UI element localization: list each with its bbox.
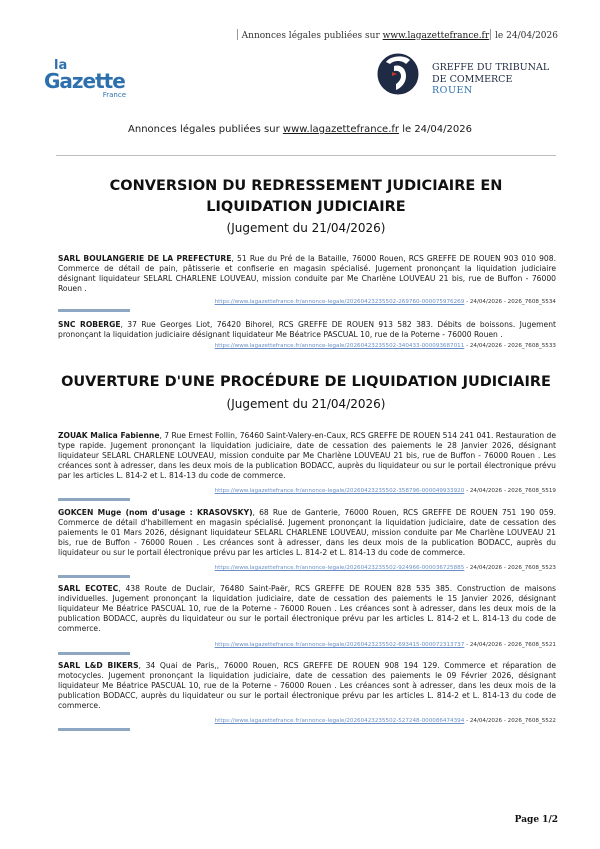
- section-title-line: CONVERSION DU REDRESSEMENT JUDICIAIRE EN: [109, 178, 503, 194]
- subheader-prefix: Annonces légales publiées sur: [128, 124, 283, 135]
- subheader-suffix: le 24/04/2026: [399, 124, 472, 135]
- announcement-text: , 438 Route de Duclair, 76480 Saint-Paër, RCS GREFFE DE ROUEN 828 535 385. Construction de maisons individuelles. Jugement prononçant la liquidation judiciaire, date de cessation des paiements le 15 Janvier 2026, désignant liquidateur Me Béatrice PASCUAL 10, rue de la Poterne - 76000 Rouen . Les créances sont à adresser, dans les deux mois de la publication BODACC, auprès du liquidateur ou sur le portail électronique prévu par les articles L. 814-2 et L. 814-13 du code de commerce.: [58, 584, 556, 634]
- company-name: SNC ROBERGE: [58, 320, 121, 329]
- announcement-ref: - 24/04/2026 - 2026_7608_5522: [464, 718, 556, 724]
- greffe-line-1: GREFFE DU TRIBUNAL: [432, 62, 550, 73]
- announcement-ref: - 24/04/2026 - 2026_7608_5519: [464, 488, 556, 494]
- announcement-ref: - 24/04/2026 - 2026_7608_5523: [464, 565, 556, 571]
- section-title-ouverture: [56, 372, 556, 393]
- announcement-text: , 68 Rue de Ganterie, 76000 Rouen, RCS GREFFE DE ROUEN 751 190 059. Commerce de détail d'habillement en magasin spécialisé. Jugement prononçant la liquidation judiciaire, date de cessation des paiements le 01 Mars 2026, désignant liquidateur SELARL CHARLENE LOUVEAU, mission conduite par Me Charlène LOUVEAU 21 bis, rue de Buffon - 76000 Rouen . Les créances sont à adresser, dans les deux mois de la publication BODACC, auprès du liquidateur ou sur le portail électronique prévu par les articles L. 814-2 et L. 814-13 du code de commerce.: [58, 508, 556, 558]
- announcement-ref: - 24/04/2026 - 2026_7608_5533: [464, 343, 556, 349]
- page-number: Page 1/2: [514, 815, 558, 825]
- announcement-entry: [58, 508, 556, 558]
- company-name: SARL ECOTEC: [58, 584, 119, 593]
- section-title-line: LIQUIDATION JUDICIAIRE: [206, 199, 406, 215]
- company-name: ZOUAK Malica Fabienne: [58, 431, 160, 440]
- section-subtitle: (Jugement du 21/04/2026): [226, 397, 386, 411]
- greffe-emblem-icon: [370, 50, 426, 98]
- announcement-text: , 37 Rue Georges Liot, 76420 Bihorel, RCS GREFFE DE ROUEN 913 582 383. Débits de boissons. Jugement prononçant la liquidation judiciaire désignant liquidateur Me Béatrice PASCUAL 10, rue de la Poterne - 76000 Rouen .: [58, 320, 556, 340]
- logo-gazette-word: Gazette: [44, 69, 125, 93]
- announcement-entry: [58, 584, 556, 634]
- announcement-meta: [215, 718, 556, 724]
- announcement-text: , 34 Quai de Paris,, 76000 Rouen, RCS GREFFE DE ROUEN 908 194 129. Commerce et réparation de motocycles. Jugement prononçant la liquidation judiciaire, date de cessation des paiements le 09 Février 2026, désignant liquidateur Me Béatrice PASCUAL 10, rue de la Poterne - 76000 Rouen . Les créances sont à adresser, dans les deux mois de la publication BODACC, auprès du liquidateur ou sur le portail électronique prévu par les articles L. 814-2 et L. 814-13 du code de commerce.: [58, 661, 557, 711]
- header-divider: [56, 155, 556, 156]
- announcement-meta: [215, 565, 556, 571]
- announcement-meta: [215, 343, 556, 349]
- announcement-link[interactable]: https://www.lagazettefrance.fr/annonce-legale/20260423235502-340433-000093687011: [214, 343, 465, 349]
- announcement-ref: - 24/04/2026 - 2026_7608_5534: [464, 299, 556, 305]
- section-title-conversion: [56, 176, 556, 218]
- top-annonce-strip: [237, 29, 558, 41]
- entry-separator: [58, 652, 130, 655]
- top-strip-suffix: le 24/04/2026: [492, 31, 558, 41]
- la-gazette-logo[interactable]: [44, 58, 136, 102]
- announcement-entry: [58, 254, 556, 294]
- logo-la: la: [54, 58, 68, 73]
- announcement-entry: [58, 320, 556, 340]
- entry-separator: [58, 309, 130, 312]
- announcement-meta: [215, 642, 556, 648]
- greffe-line-3: ROUEN: [432, 85, 473, 96]
- announcement-text: , 7 Rue Ernest Follin, 76460 Saint-Valery-en-Caux, RCS GREFFE DE ROUEN 514 241 041. Restauration de type rapide. Jugement prononçant la liquidation judiciaire, date de cessation des paiements le 28 Janvier 2026, désignant liquidateur SELARL CHARLENE LOUVEAU, mission conduite par Me Charlène LOUVEAU 21 bis, rue de Buffon - 76000 Rouen . Les créances sont à adresser, dans les deux mois de la publication BODACC, auprès du liquidateur ou sur le portail électronique prévu par les articles L. 814-2 et L. 814-13 du code de commerce.: [58, 431, 557, 481]
- section-title-line: OUVERTURE D'UNE PROCÉDURE DE LIQUIDATION JUDICIAIRE: [61, 374, 551, 390]
- announcement-entry: [58, 661, 556, 711]
- greffe-title: [432, 62, 549, 97]
- announcement-link[interactable]: https://www.lagazettefrance.fr/annonce-legale/20260423235502-269760-000075976269: [214, 299, 465, 305]
- announcement-link[interactable]: https://www.lagazettefrance.fr/annonce-legale/20260423235502-924966-000036725885: [214, 565, 465, 571]
- company-name: SARL L&D BIKERS: [58, 661, 139, 670]
- divider: [237, 29, 238, 40]
- announcement-entry: [58, 431, 556, 481]
- entry-separator: [58, 728, 130, 731]
- announcement-meta: [215, 299, 556, 305]
- top-strip-prefix: Annonces légales publiées sur: [241, 31, 383, 41]
- announcement-link[interactable]: https://www.lagazettefrance.fr/annonce-legale/20260423235502-527248-000086474394: [214, 718, 465, 724]
- company-name: GOKCEN Muge (nom d'usage : KRASOVSKY): [58, 508, 253, 517]
- announcement-link[interactable]: https://www.lagazettefrance.fr/annonce-legale/20260423235502-693415-000072313737: [214, 642, 465, 648]
- announcement-ref: - 24/04/2026 - 2026_7608_5521: [464, 642, 556, 648]
- company-name: SARL BOULANGERIE DE LA PREFECTURE: [58, 254, 232, 263]
- announcement-link[interactable]: https://www.lagazettefrance.fr/annonce-legale/20260423235502-358796-000049933920: [214, 488, 465, 494]
- greffe-line-2: DE COMMERCE: [432, 73, 513, 85]
- section-subtitle: (Jugement du 21/04/2026): [226, 221, 386, 235]
- announcement-meta: [215, 488, 556, 494]
- entry-separator: [58, 498, 130, 501]
- subheader: [0, 124, 600, 135]
- top-strip-link[interactable]: www.lagazettefrance.fr: [382, 31, 490, 41]
- entry-separator: [58, 575, 130, 578]
- subheader-link[interactable]: www.lagazettefrance.fr: [282, 124, 400, 135]
- announcement-text: , 51 Rue du Pré de la Bataille, 76000 Rouen, RCS GREFFE DE ROUEN 903 010 908. Commerce de détail de pain, pâtisserie et confiserie en magasin spécialisé. Jugement prononçant la liquidation judiciaire désignant liquidateur SELARL CHARLENE LOUVEAU, mission conduite par Me Charlène LOUVEAU 21 bis, rue de Buffon - 76000 Rouen .: [58, 254, 556, 294]
- logo-france: France: [102, 91, 126, 99]
